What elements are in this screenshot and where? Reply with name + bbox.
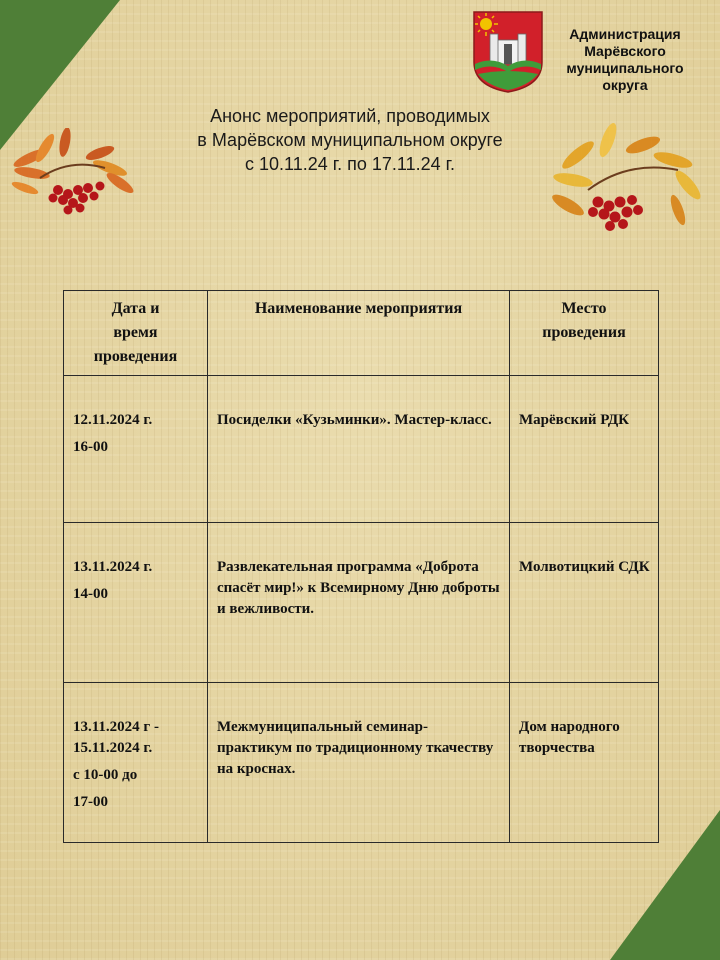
header-line: Место [561,300,607,317]
header-line: Наименование мероприятия [254,300,463,317]
rowan-branch-icon [10,128,140,218]
event-place: Молвотицкий СДК [519,559,650,575]
event-place-cell [510,683,659,843]
event-date: 12.11.2024 г. [73,412,153,428]
title-line: в Марёвском муниципальном округе [197,130,503,150]
event-time: 16-00 [73,439,108,455]
coat-of-arms-icon [472,10,544,94]
title-line: с 10.11.24 г. по 17.11.24 г. [245,154,455,174]
administration-line: муниципального [566,60,684,76]
administration-line: Марёвского [584,43,666,59]
event-time: с 10-00 до [73,767,138,783]
event-place: Дом народного творчества [519,719,620,756]
event-place-cell [510,523,659,683]
header-line: Дата и [111,300,160,317]
event-place-cell [510,376,659,523]
title-line: Анонс мероприятий, проводимых [210,106,490,126]
table-row [64,376,659,523]
event-name: Межмуниципальный семинар-практикум по традиционному ткачеству на кроснах. [217,719,494,777]
header-line: проведения [93,348,178,365]
administration-line: округа [602,77,648,93]
administration-line: Администрация [569,26,681,42]
table-row [64,683,659,843]
event-date: 13.11.2024 г. [73,559,153,575]
event-name-cell [208,683,510,843]
header-line: проведения [542,324,626,341]
event-time: 14-00 [73,586,108,602]
event-date: 13.11.2024 г - 15.11.2024 г. [73,719,159,756]
header-line: время [113,324,158,341]
table-header-row [64,291,659,376]
event-place: Марёвский РДК [519,412,630,428]
event-date-cell [64,683,208,843]
page-title [140,104,560,176]
event-name: Развлекательная программа «Доброта спасёт мир!» к Всемирному Дню доброты и вежливости. [217,559,500,617]
events-table [63,290,659,843]
event-date-cell [64,376,208,523]
rowan-branch-icon [548,120,708,235]
administration-name [550,26,700,94]
event-name: Посиделки «Кузьминки». Мастер-класс. [217,412,492,428]
event-time: 17-00 [73,794,108,810]
header-place [510,291,659,376]
event-name-cell [208,523,510,683]
header-event-name [208,291,510,376]
header-date [64,291,208,376]
table-row [64,523,659,683]
event-name-cell [208,376,510,523]
event-date-cell [64,523,208,683]
